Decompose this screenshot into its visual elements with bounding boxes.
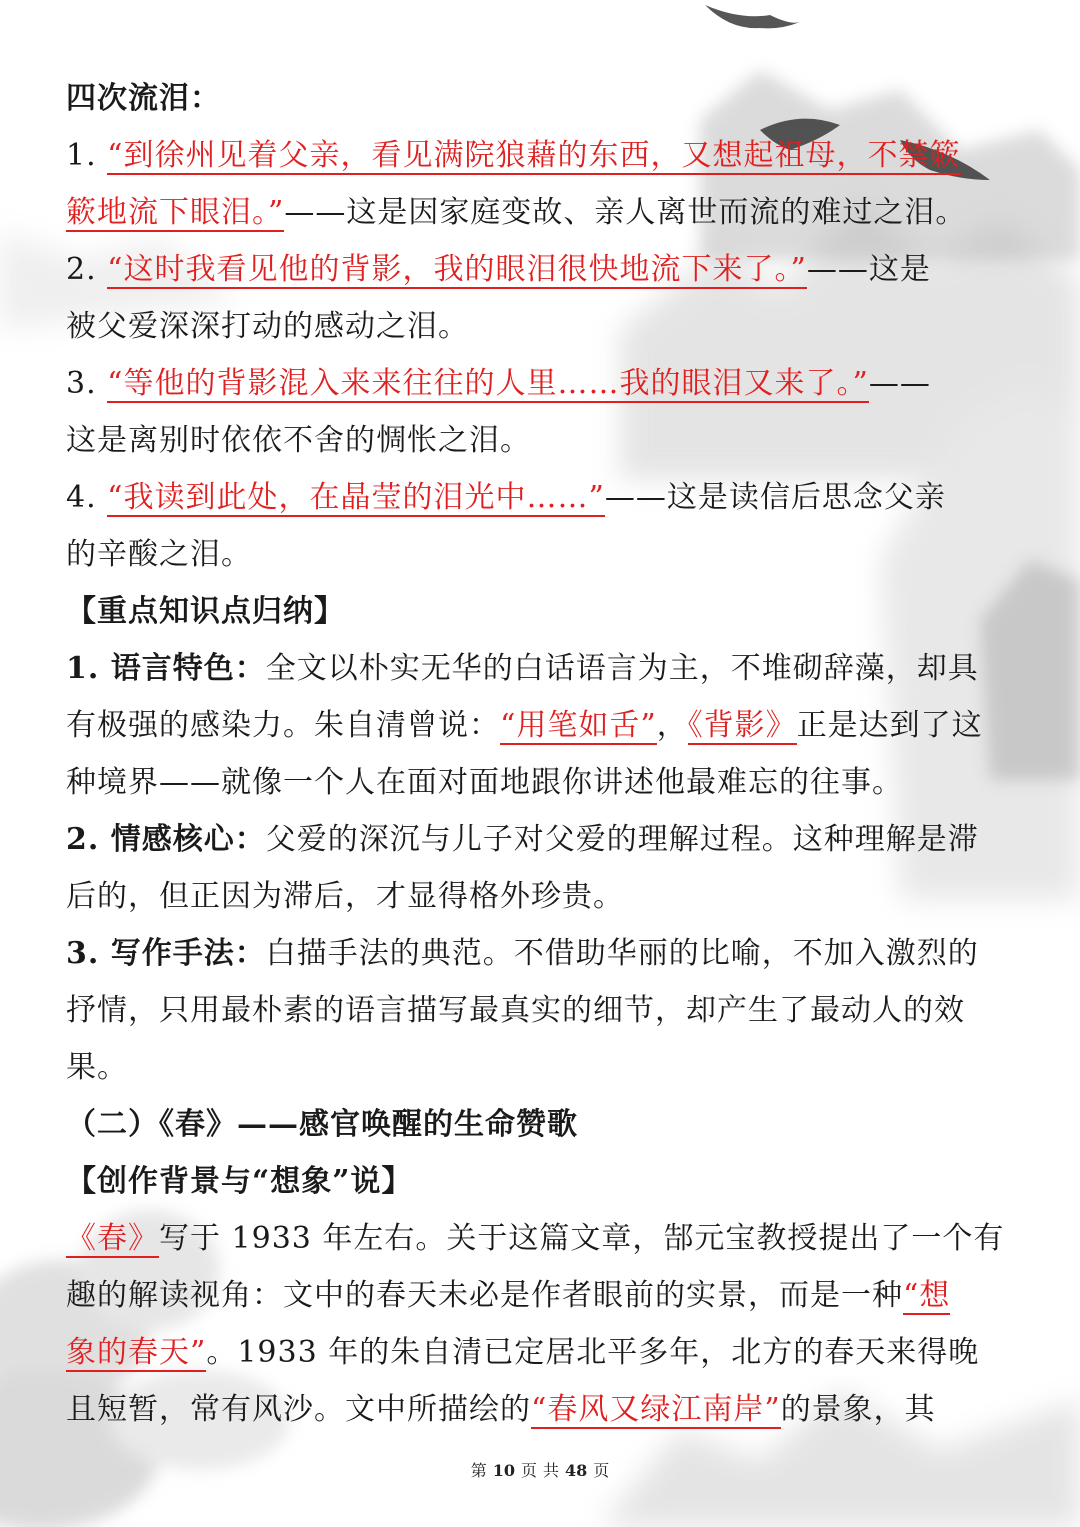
- spring-text-5: 的景象，其: [780, 1392, 936, 1427]
- point-1-line-2: [66, 697, 1016, 754]
- point-1-line-1: [66, 640, 1016, 697]
- point-3-line-3: 果。: [66, 1050, 128, 1085]
- tear-1-quote-cont: 簌地流下眼泪。”: [66, 195, 285, 230]
- point-3-label: 3. 写作手法：: [66, 936, 266, 971]
- point-1-line-3: 种境界——就像一个人在面对面地跟你讲述他最难忘的往事。: [66, 765, 903, 800]
- page-footer: [0, 1458, 1080, 1481]
- current-page-number: 10: [492, 1461, 515, 1480]
- point-2-label: 2. 情感核心：: [66, 822, 266, 857]
- footer-mid2: 共: [543, 1461, 560, 1480]
- comma: ，: [656, 708, 688, 743]
- spring-line-3: [66, 1324, 1016, 1381]
- quote-yongbi: “用笔如舌”: [500, 708, 657, 743]
- tear-4-line-1: [66, 469, 1016, 526]
- tear-1-number: 1.: [66, 138, 97, 173]
- key-points-heading: 【重点知识点归纳】: [66, 594, 345, 629]
- point-2-text: 父爱的深沉与儿子对父爱的理解过程。这种理解是滞: [265, 822, 979, 857]
- tear-1-quote: “到徐州见着父亲，看见满院狼藉的东西，又想起祖母，不禁簌: [107, 138, 961, 173]
- tear-3-explanation: ——: [868, 366, 931, 401]
- footer-mid1: 页: [520, 1461, 537, 1480]
- point-1-label: 1. 语言特色：: [66, 651, 266, 686]
- tear-2-quote: “这时我看见他的背影，我的眼泪很快地流下来了。”: [107, 252, 807, 287]
- tear-2-number: 2.: [66, 252, 97, 287]
- tear-4-explanation: ——这是读信后思念父亲: [604, 480, 946, 515]
- tear-1-line-2: [66, 184, 1016, 241]
- spring-text-1: 写于 1933 年左右。关于这篇文章，郜元宝教授提出了一个有: [159, 1221, 1005, 1256]
- tear-4-quote: “我读到此处，在晶莹的泪光中……”: [107, 480, 605, 515]
- point-1-text-2: 有极强的感染力。朱自清曾说：: [66, 708, 500, 743]
- spring-text-2: 趣的解读视角：文中的春天未必是作者眼前的实景，而是一种: [66, 1278, 903, 1313]
- quote-xiangxiang-b: 象的春天”: [66, 1335, 207, 1370]
- point-1-text-3: 正是达到了这: [796, 708, 983, 743]
- point-2-line-2: 后的，但正因为滞后，才显得格外珍贵。: [66, 879, 624, 914]
- tear-2-explanation: ——这是: [806, 252, 931, 287]
- spring-text-4: 且短暂，常有风沙。文中所描绘的: [66, 1392, 531, 1427]
- tear-4-number: 4.: [66, 480, 97, 515]
- spring-background-heading: 【创作背景与“想象”说】: [66, 1164, 413, 1199]
- quote-beiying: 《背影》: [687, 708, 797, 743]
- point-1-text: 全文以朴实无华的白话语言为主，不堆砌辞藻，却具: [265, 651, 979, 686]
- tear-2-line-1: [66, 241, 1016, 298]
- point-2-line-1: [66, 811, 1016, 868]
- spring-section-title: （二）《春》——感官唤醒的生命赞歌: [66, 1107, 578, 1142]
- tear-4-line-2: 的辛酸之泪。: [66, 537, 252, 572]
- tear-2-line-2: 被父爱深深打动的感动之泪。: [66, 309, 469, 344]
- footer-suffix: 页: [593, 1461, 610, 1480]
- footer-prefix: 第: [470, 1461, 487, 1480]
- section-title: 四次流泪：: [66, 81, 221, 116]
- point-3-line-2: 抒情，只用最朴素的语言描写最真实的细节，却产生了最动人的效: [66, 993, 965, 1028]
- tear-3-quote: “等他的背影混入来来往往的人里……我的眼泪又来了。”: [107, 366, 869, 401]
- tear-3-line-2: 这是离别时依依不舍的惆怅之泪。: [66, 423, 531, 458]
- point-3-line-1: [66, 925, 1016, 982]
- tear-3-line-1: [66, 355, 1016, 412]
- quote-chun: 《春》: [66, 1221, 159, 1256]
- tear-1-explanation: ——这是因家庭变故、亲人离世而流的难过之泪。: [284, 195, 967, 230]
- quote-chunfeng: “春风又绿江南岸”: [531, 1392, 781, 1427]
- tear-3-number: 3.: [66, 366, 97, 401]
- total-pages: 48: [565, 1461, 588, 1480]
- tear-1-line-1: [66, 127, 1016, 184]
- point-3-text: 白描手法的典范。不借助华丽的比喻，不加入激烈的: [265, 936, 979, 971]
- document-body: [66, 70, 1016, 1438]
- spring-line-1: [66, 1210, 1016, 1267]
- quote-xiangxiang-a: “想: [903, 1278, 951, 1313]
- spring-line-2: [66, 1267, 1016, 1324]
- spring-text-3: 。1933 年的朱自清已定居北平多年，北方的春天来得晚: [206, 1335, 980, 1370]
- spring-line-4: [66, 1381, 1016, 1438]
